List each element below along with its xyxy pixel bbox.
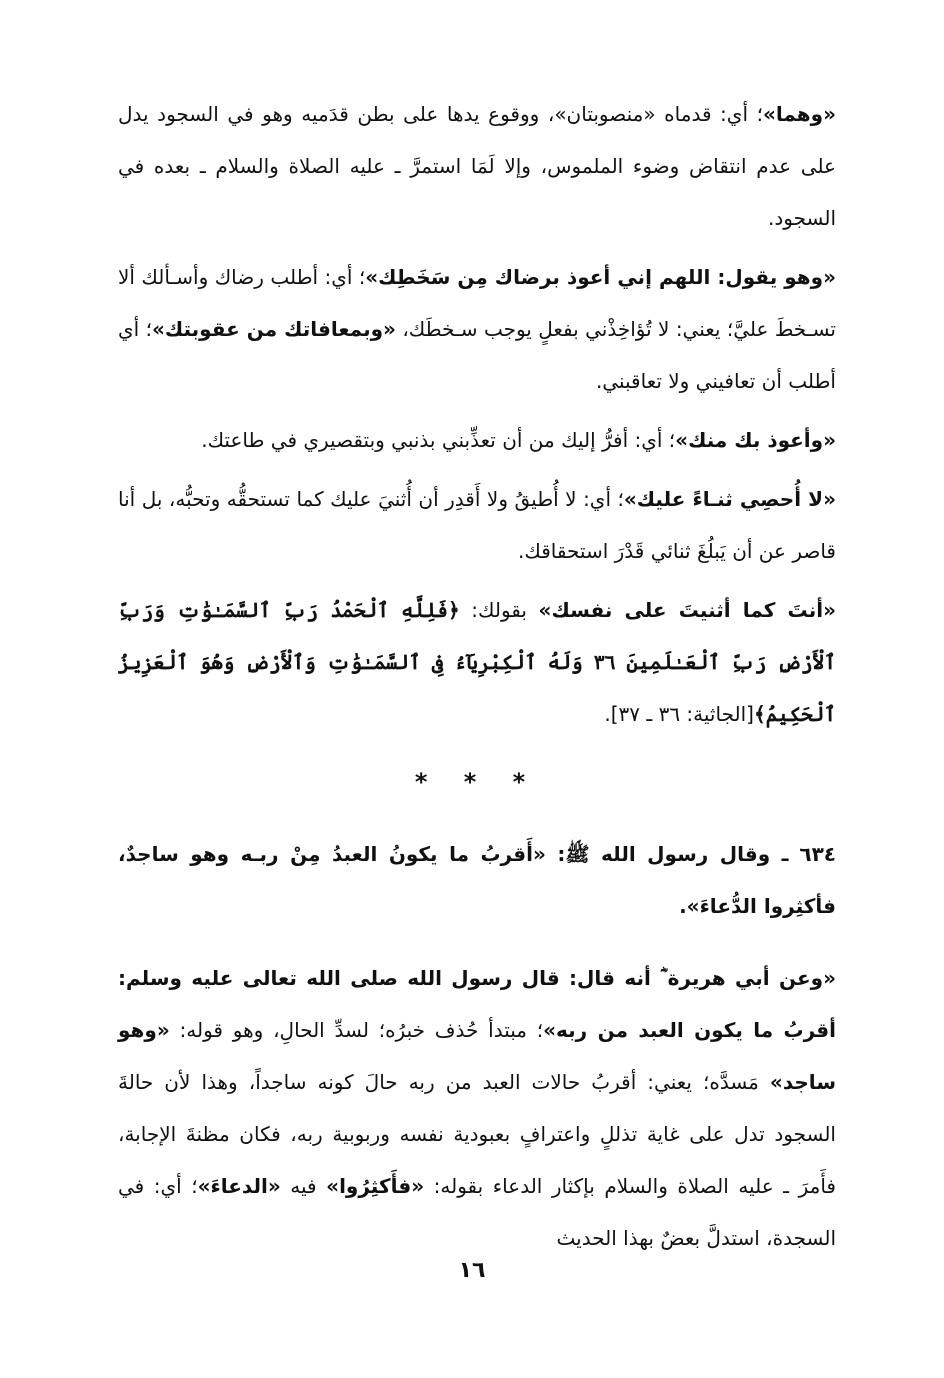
page-body — [118, 88, 836, 1271]
hadith-entry — [118, 828, 836, 932]
commentary-text: ؛ أي: في السجدة، استدلَّ بعضٌ بهذا الحديث — [118, 1174, 836, 1250]
commentary-text: ؛ أي: لا أُطيقُ ولا أَقدِر أن أُثنيَ عليك كما تستحقُّه وتحبُّه، بل أنا قاصر عن أن يَبلُغَ ثنائي قَدْرَ استحقاقك. — [118, 487, 836, 563]
matn-quote: «فأَكثِرُوا» — [326, 1174, 425, 1198]
quran-verse: ﴿فَلِلَّهِ ٱلْحَمْدُ رَبِّ ٱلسَّمَـٰوَٰتِ وَرَبِّ ٱلْأَرْضِ رَبِّ ٱلْعَـٰلَمِينَ ٣٦ وَلَهُ ٱلْكِبْرِيَآءُ فِى ٱلسَّمَـٰوَٰتِ وَٱلْأَرْضِ وَهُوَ ٱلْعَزِيزُ ٱلْحَكِيمُ﴾ — [118, 598, 836, 726]
hadith-text: ـ وقال رسول الله ﷺ: «أَقربُ ما يكونُ العبدُ مِنْ ربـه وهو ساجدٌ، فأكثِروا الدُّعاءَ». — [118, 842, 836, 918]
hadith-commentary — [118, 952, 836, 1264]
matn-quote: «وهو ساجد» — [118, 1018, 836, 1094]
commentary-text: ؛ أي أطلب أن تعافيني ولا تعاقبني. — [118, 317, 836, 393]
commentary-text: بقولك: — [459, 598, 539, 622]
matn-quote: «وبمعافاتك من عقوبتك» — [151, 317, 396, 341]
page-number: ١٦ — [458, 1258, 486, 1283]
matn-quote: «وهما» — [762, 102, 836, 126]
paragraph-1 — [118, 88, 836, 244]
commentary-text: ؛ أي: قدماه «منصوبتان»، ووقوع يدها على بطن قدَميه وهو في السجود يدل على عدم انتقاض وضوء الملموس، وإلا لَمَا استمرَّ ـ عليه الصلاة والسلام ـ بعده في السجود. — [118, 102, 836, 230]
commentary-text: ؛ مبتدأ حُذف خبرُه؛ لسدِّ الحالِ، وهو قوله: — [169, 1018, 544, 1042]
paragraph-5 — [118, 584, 836, 740]
surah-reference: [الجاثية: ٣٦ ـ ٣٧]. — [604, 702, 754, 726]
section-separator: * * * — [414, 768, 540, 796]
commentary-text: ؛ أي: أفرُّ إليك من أن تعذِّبني بذنبي وبتقصيري في طاعتك. — [201, 428, 676, 452]
matn-quote: «الدعاءَ» — [197, 1174, 281, 1198]
commentary-text: مَسدَّه؛ يعني: أقربُ حالات العبد من ربه حالَ كونه ساجداً، وهذا لأن حالةَ السجود تدل على غاية تذللٍ واعترافٍ بعبودية نفسه وربوبية ربه، فكان مظنةَ الإجابة، فأَمرَ ـ عليه الصلاة والسلام بإكثار الدعاء بقوله: — [118, 1070, 836, 1198]
commentary-text: ؛ أي: أطلب رضاك وأسـألك ألا تسـخطَ عليَّ؛ يعني: لا تُؤاخِذْني بفعلٍ يوجب سـخطَك، — [118, 265, 836, 341]
paragraph-4 — [118, 473, 836, 577]
hadith-number: ٦٣٤ — [799, 842, 837, 866]
paragraph-3 — [118, 414, 836, 466]
matn-quote: «لا أُحصِي ثنـاءً عليك» — [623, 487, 836, 511]
matn-quote: «وهو يقول: اللهم إني أعوذ برضاك مِن سَخَطِك» — [365, 265, 836, 289]
matn-quote: «وأعوذ بك منك» — [675, 428, 836, 452]
paragraph-2 — [118, 251, 836, 407]
matn-quote: «أنتَ كما أثنيتَ على نفسك» — [538, 598, 836, 622]
commentary-text: فيه — [280, 1174, 327, 1198]
matn-quote: «وعن أبي هريرة ؓ أنه قال: قال رسول الله صلى الله تعالى عليه وسلم: أقربُ ما يكون العبد من ربه» — [118, 966, 836, 1042]
